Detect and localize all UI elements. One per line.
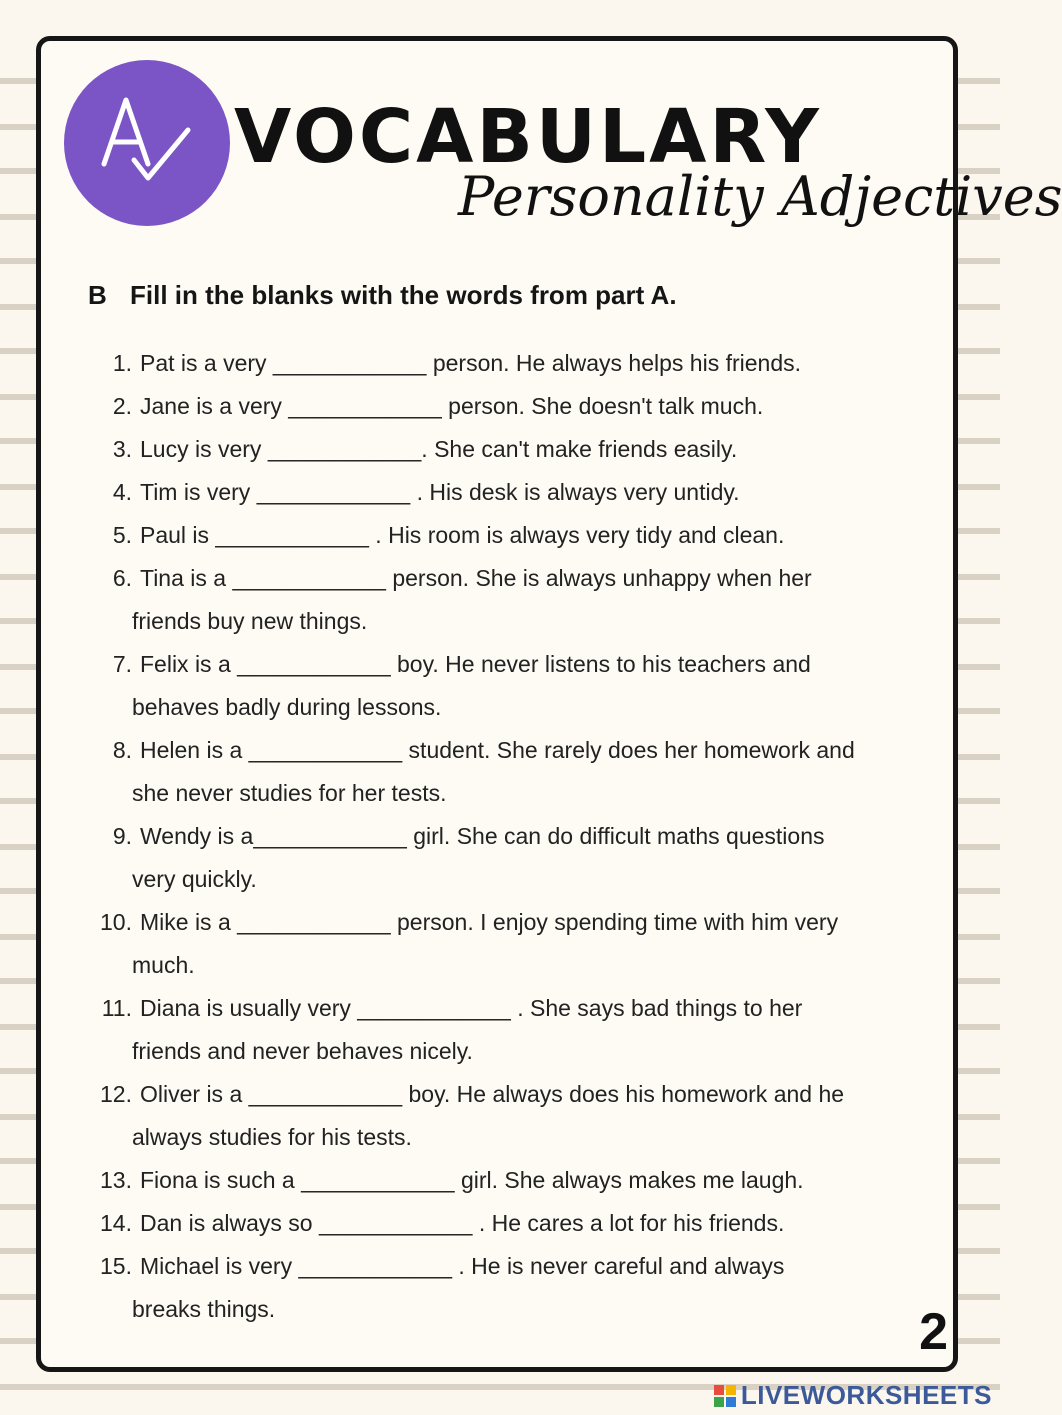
exercise-line1: Michael is very ____________ . He is never careful and always (140, 1253, 785, 1279)
exercise-item (92, 557, 934, 643)
exercise-text (132, 815, 934, 901)
exercise-item (92, 514, 934, 557)
exercise-number: 3. (112, 436, 132, 462)
exercise-line2: behaves badly during lessons. (132, 694, 442, 720)
exercise-item (92, 1073, 934, 1159)
exercise-line1: Tina is a ____________ person. She is always unhappy when her (140, 565, 812, 591)
exercise-item (92, 471, 934, 514)
exercise-number: 7. (112, 651, 132, 677)
exercise-item (92, 1245, 934, 1331)
exercise-line1: Diana is usually very ____________ . She says bad things to her (140, 995, 803, 1021)
page-subtitle: Personality Adjectives (458, 165, 1062, 228)
exercise-text (132, 643, 934, 729)
exercise-number: 4. (112, 479, 132, 505)
exercise-number: 2. (112, 393, 132, 419)
exercise-text: Dan is always so ____________ . He cares a lot for his friends. (140, 1210, 785, 1236)
exercise-number: 13. (100, 1167, 132, 1193)
section-heading (88, 280, 677, 311)
watermark[interactable] (713, 1380, 992, 1411)
exercise-item (92, 1202, 934, 1245)
exercise-text: Pat is a very ____________ person. He always helps his friends. (140, 350, 802, 376)
exercise-line1: Helen is a ____________ student. She rarely does her homework and (140, 737, 855, 763)
exercise-line1: Felix is a ____________ boy. He never listens to his teachers and (140, 651, 811, 677)
exercise-text: Tim is very ____________ . His desk is always very untidy. (140, 479, 740, 505)
exercise-number: 6. (112, 565, 132, 591)
section-letter: B (88, 280, 107, 310)
exercise-text (132, 1245, 934, 1331)
exercise-item (92, 428, 934, 471)
exercise-number: 11. (101, 995, 132, 1021)
exercise-item (92, 342, 934, 385)
exercise-line2: breaks things. (132, 1296, 276, 1322)
exercise-line2: always studies for his tests. (132, 1124, 412, 1150)
exercise-item (92, 643, 934, 729)
exercise-item (92, 1159, 934, 1202)
exercise-line2: friends and never behaves nicely. (132, 1038, 473, 1064)
exercise-text (132, 557, 934, 643)
exercise-number: 5. (112, 522, 132, 548)
page-number: 2 (919, 1303, 948, 1361)
exercise-list (92, 342, 934, 1331)
exercise-number: 12. (100, 1081, 132, 1107)
exercise-number: 14. (100, 1210, 132, 1236)
exercise-line2: very quickly. (132, 866, 257, 892)
exercise-item (92, 901, 934, 987)
exercise-text (132, 1073, 934, 1159)
exercise-text: Paul is ____________ . His room is always very tidy and clean. (140, 522, 785, 548)
liveworksheets-logo-icon (713, 1384, 737, 1408)
exercise-item (92, 729, 934, 815)
page-title: VOCABULARY (234, 94, 822, 180)
exercise-number: 9. (112, 823, 132, 849)
exercise-line1: Wendy is a____________ girl. She can do difficult maths questions (140, 823, 825, 849)
exercise-number: 15. (100, 1253, 132, 1279)
exercise-text: Fiona is such a ____________ girl. She always makes me laugh. (140, 1167, 804, 1193)
exercise-number: 1. (112, 350, 132, 376)
exercise-item (92, 815, 934, 901)
watermark-text: LIVEWORKSHEETS (740, 1380, 992, 1410)
exercise-line2: much. (132, 952, 195, 978)
exercise-item (92, 987, 934, 1073)
exercise-line2: she never studies for her tests. (132, 780, 447, 806)
exercise-item (92, 385, 934, 428)
exercise-text: Lucy is very ____________. She can't make friends easily. (140, 436, 738, 462)
exercise-line2: friends buy new things. (132, 608, 368, 634)
exercise-number: 10. (100, 909, 132, 935)
exercise-text: Jane is a very ____________ person. She doesn't talk much. (140, 393, 764, 419)
exercise-text (132, 987, 934, 1073)
a-check-icon (64, 60, 230, 226)
exercise-line1: Oliver is a ____________ boy. He always does his homework and he (140, 1081, 845, 1107)
exercise-line1: Mike is a ____________ person. I enjoy spending time with him very (140, 909, 839, 935)
section-instruction: Fill in the blanks with the words from part A. (130, 280, 677, 310)
exercise-text (132, 901, 934, 987)
exercise-number: 8. (112, 737, 132, 763)
exercise-text (132, 729, 934, 815)
